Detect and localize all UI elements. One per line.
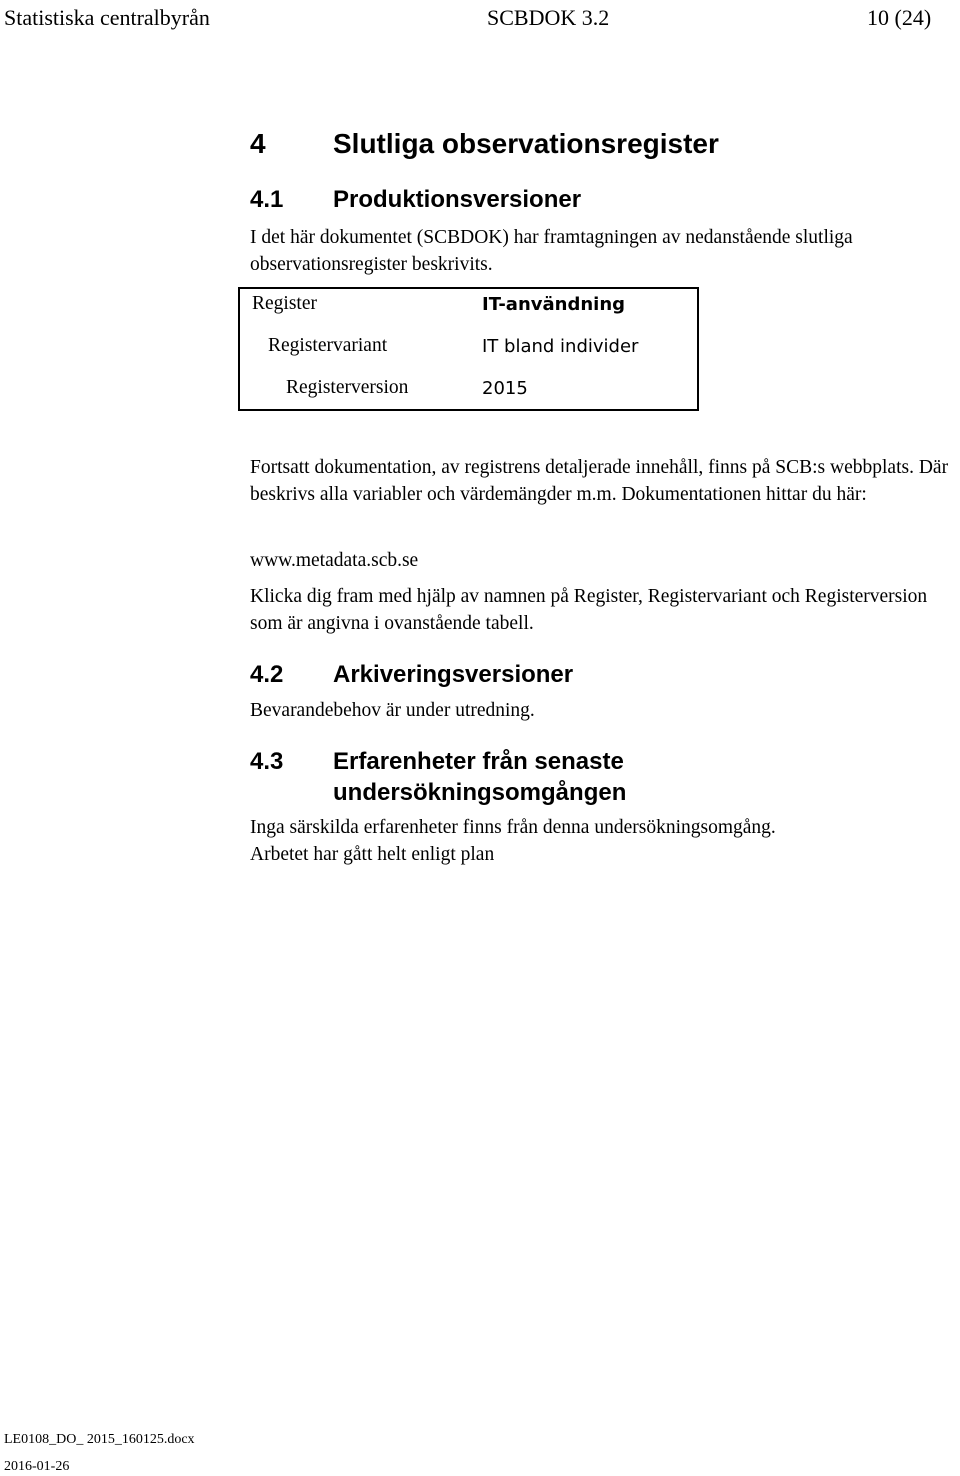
- registervariant-value: IT bland individer: [482, 336, 639, 357]
- section-4-3-title-line-1: Erfarenheter från senaste: [333, 748, 624, 775]
- section-4-2-title: Arkiveringsversioner: [333, 661, 574, 688]
- section-4-3-text-line-1: Inga särskilda erfarenheter finns från denna undersökningsomgång.: [250, 817, 776, 838]
- header-document-id: SCBDOK 3.2: [487, 5, 610, 30]
- section-4-2-heading: [250, 659, 573, 690]
- header-organization: Statistiska centralbyrån: [4, 5, 210, 30]
- section-4-heading: [250, 127, 719, 161]
- registerversion-value: 2015: [482, 378, 528, 399]
- section-4-2-text: Bevarandebehov är under utredning.: [250, 700, 535, 721]
- section-4-1-title: Produktionsversioner: [333, 186, 582, 213]
- section-4-1-intro: I det här dokumentet (SCBDOK) har framtagningen av nedanstående slutliga observationsregister beskrivits.: [250, 227, 853, 275]
- documentation-paragraph: Fortsatt dokumentation, av registrens detaljerade innehåll, finns på SCB:s webbplats. Där beskrivs alla variabler och värdemängder m.m. Dokumentationen hittar du här:: [250, 457, 949, 505]
- registerversion-label: Registerversion: [286, 377, 409, 398]
- header-page-number: 10 (24): [867, 5, 932, 30]
- section-4-3-number: 4.3: [250, 748, 284, 775]
- register-table: [238, 287, 699, 411]
- registervariant-label: Registervariant: [268, 335, 388, 356]
- section-4-2-number: 4.2: [250, 661, 284, 688]
- section-4-number: 4: [250, 128, 266, 159]
- footer-filename: LE0108_DO_ 2015_160125.docx: [4, 1432, 195, 1447]
- section-4-3-title-line-2: undersökningsomgången: [333, 779, 627, 806]
- register-value: IT-användning: [482, 294, 626, 315]
- section-4-3-text-line-2: Arbetet har gått helt enligt plan: [250, 844, 495, 865]
- section-4-3-heading: [250, 746, 626, 808]
- metadata-url[interactable]: www.metadata.scb.se: [250, 550, 419, 571]
- register-label: Register: [252, 293, 317, 314]
- section-4-1-heading: [250, 184, 581, 215]
- section-4-1-number: 4.1: [250, 186, 284, 213]
- footer-date: 2016-01-26: [4, 1459, 70, 1474]
- navigation-instruction: Klicka dig fram med hjälp av namnen på Register, Registervariant och Registerversion som är angivna i ovanstående tabell.: [250, 586, 928, 634]
- section-4-title: Slutliga observationsregister: [333, 128, 719, 159]
